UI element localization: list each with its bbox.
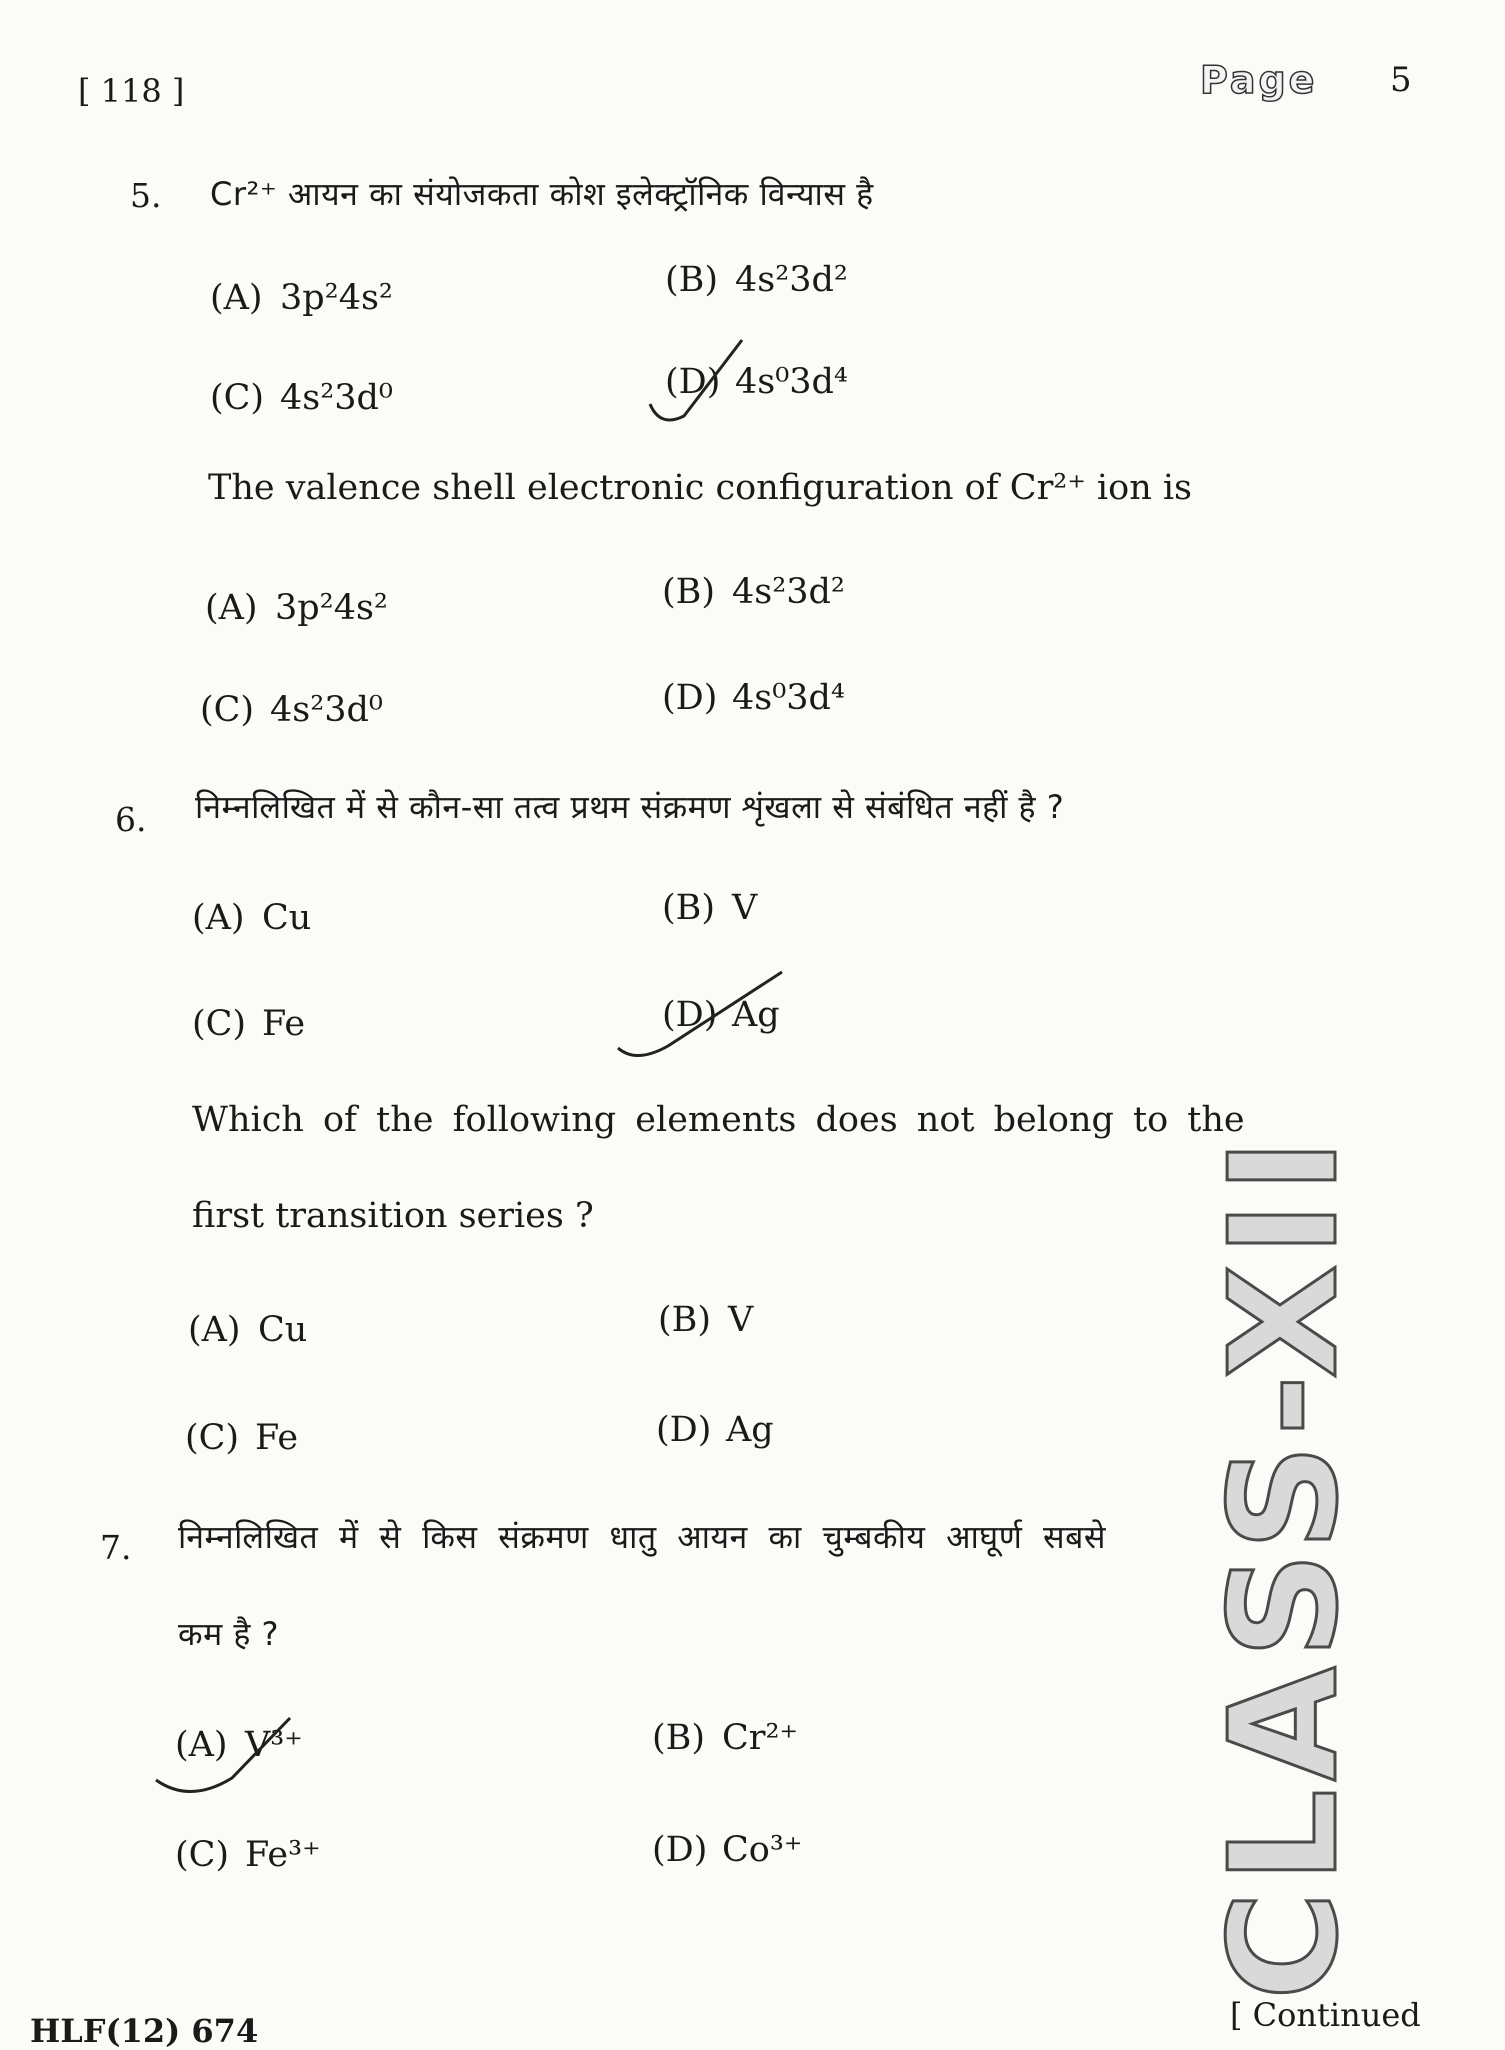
question-5-hindi: Cr²⁺ आयन का संयोजकता कोश इलेक्ट्रॉनिक विन्यास है [210,175,874,213]
option-text: Ag [726,1410,774,1450]
q7-option-b[interactable] [652,1718,798,1758]
q6-hindi-option-a[interactable] [192,898,311,938]
q6-hindi-option-c[interactable] [192,1004,305,1044]
q5-english-option-b[interactable] [662,572,845,612]
option-text: V [732,888,758,928]
q6-english-option-a[interactable] [188,1310,307,1350]
q6-hindi-option-b[interactable] [662,888,757,928]
option-text: Cu [258,1310,308,1350]
option-text: 4s²3d² [735,260,848,300]
question-6-number: 6. [115,800,147,839]
option-text: 3p²4s² [275,588,388,628]
option-label: (C) [192,1004,247,1044]
page-no: 5 [1390,60,1412,100]
option-text: 4s²3d⁰ [270,690,383,730]
option-label: (D) [662,678,718,718]
option-text: Ag [732,995,780,1035]
option-label: (A) [192,898,245,938]
option-text: 4s⁰3d⁴ [735,362,848,402]
q7-option-a[interactable] [175,1725,303,1765]
question-5-number: 5. [130,176,162,215]
option-label: (D) [656,1410,712,1450]
q5-hindi-option-c[interactable] [210,378,393,418]
class-xii-stamp: CLASS-XII [1198,1130,1370,2000]
option-label: (A) [205,588,258,628]
q7-option-d[interactable] [652,1830,802,1870]
q5-english-option-a[interactable] [205,588,388,628]
question-7-hindi-line2: कम है ? [178,1615,280,1653]
option-text: Fe³⁺ [245,1835,321,1875]
option-label: (C) [200,690,255,730]
option-text: Cu [262,898,312,938]
q7-option-c[interactable] [175,1835,321,1875]
option-label: (D) [665,362,721,402]
question-6-english-line1: Which of the following elements does not belong to the [192,1100,1245,1140]
option-text: 4s²3d⁰ [280,378,393,418]
option-text: 3p²4s² [280,278,393,318]
question-7-number: 7. [100,1528,132,1567]
question-6-hindi: निम्नलिखित में से कौन-सा तत्व प्रथम संक्रमण शृंखला से संबंधित नहीं है ? [195,788,1065,826]
q6-english-option-d[interactable] [656,1410,774,1450]
option-label: (B) [665,260,719,300]
option-label: (B) [662,888,716,928]
q5-hindi-option-d[interactable] [665,362,848,402]
option-text: 4s⁰3d⁴ [732,678,845,718]
option-text: V [728,1300,754,1340]
option-label: (D) [662,995,718,1035]
continued-label: [ Continued [1230,1996,1421,2034]
q6-english-option-b[interactable] [658,1300,753,1340]
q5-hindi-option-a[interactable] [210,278,393,318]
page-number: [ 118 ] [78,72,185,110]
option-text: Cr²⁺ [722,1718,799,1758]
q5-english-option-d[interactable] [662,678,845,718]
option-text: Co³⁺ [722,1830,803,1870]
option-label: (C) [185,1418,240,1458]
q5-hindi-option-b[interactable] [665,260,848,300]
q6-hindi-option-d[interactable] [662,995,780,1035]
page-label: Page [1200,58,1318,102]
option-label: (B) [658,1300,712,1340]
question-5-english: The valence shell electronic configuration of Cr²⁺ ion is [208,468,1193,508]
option-label: (A) [210,278,263,318]
option-text: 4s²3d² [732,572,845,612]
question-7-hindi-line1: निम्नलिखित में से किस संक्रमण धातु आयन का चुम्बकीय आघूर्ण सबसे [178,1518,1107,1556]
q6-english-option-c[interactable] [185,1418,298,1458]
q5-english-option-c[interactable] [200,690,383,730]
option-text: Fe [255,1418,299,1458]
paper-code: HLF(12) 674 [30,2012,259,2050]
option-text: V³⁺ [245,1725,303,1765]
option-label: (B) [662,572,716,612]
option-label: (D) [652,1830,708,1870]
option-label: (B) [652,1718,706,1758]
option-label: (A) [175,1725,228,1765]
option-label: (C) [175,1835,230,1875]
option-text: Fe [262,1004,306,1044]
option-label: (A) [188,1310,241,1350]
option-label: (C) [210,378,265,418]
question-6-english-line2: first transition series ? [192,1196,594,1236]
